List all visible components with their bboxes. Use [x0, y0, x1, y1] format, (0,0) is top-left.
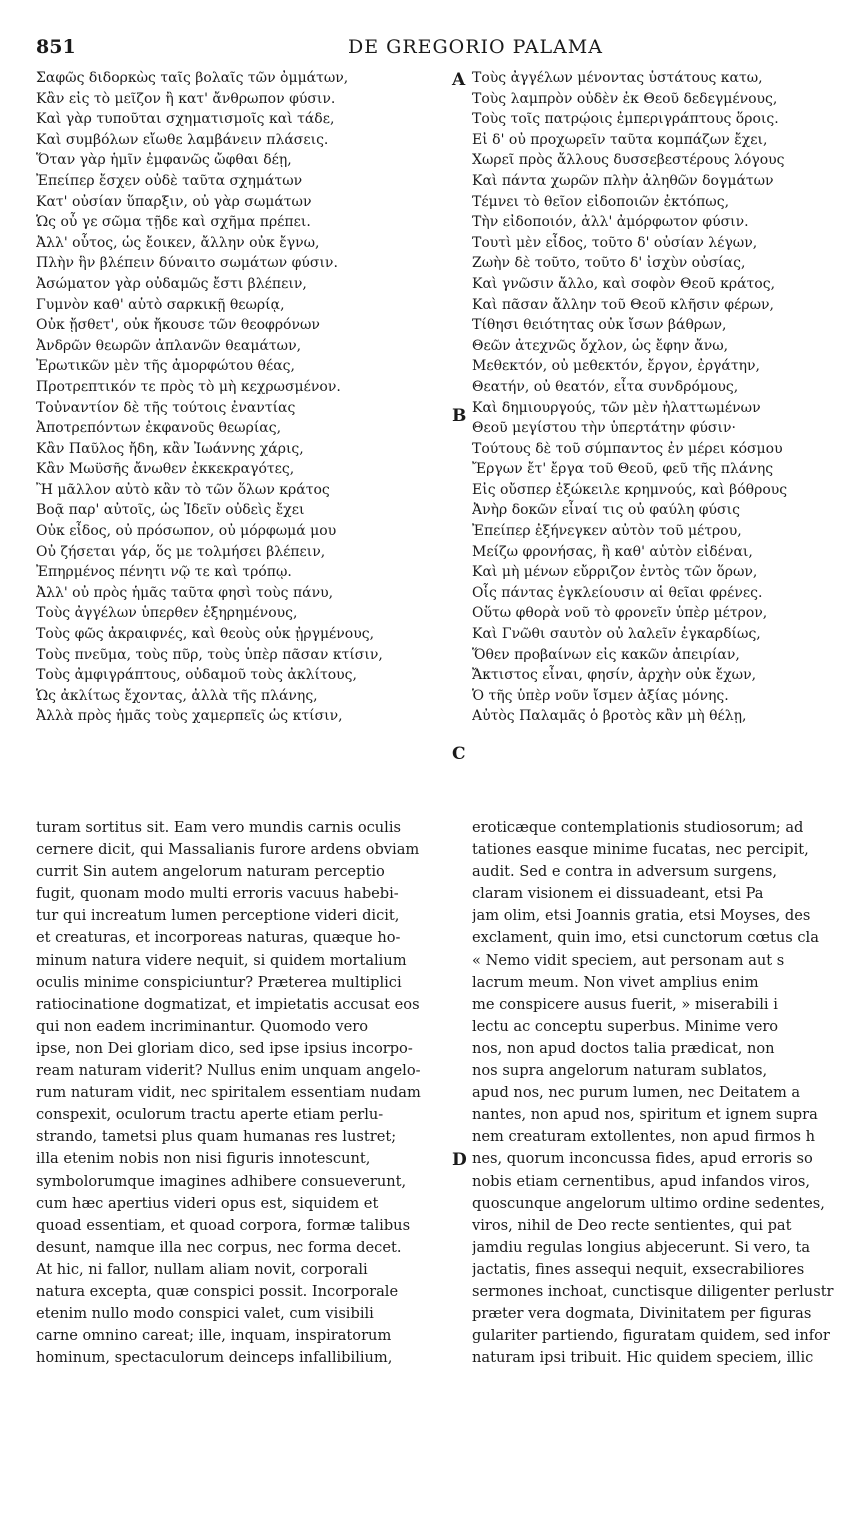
text-line: lectu ac conceptu superbus. Minime vero — [472, 1017, 779, 1035]
text-line: Ἀσώματον γὰρ οὐδαμῶς ἔστι βλέπειν, — [36, 275, 307, 292]
text-line: Οὐκ ᾔσθετ', οὐκ ἤκουσε τῶν θεοφρόνων — [36, 317, 320, 334]
text-line: Εἰς οὔσπερ ἐξώκειλε κρημνούς, καὶ βόθρους — [472, 481, 788, 498]
text-line: cum hæc apertius videri opus est, siquidem et — [36, 1194, 379, 1212]
text-line: Προτρεπτικόν τε πρὸς τὸ μὴ κεχρωσμένον. — [36, 378, 341, 395]
text-line: hominum, spectaculorum deinceps infallibilium, — [36, 1349, 393, 1367]
text-line: Μεθεκτόν, οὐ μεθεκτόν, ἔργον, ἐργάτην, — [472, 358, 760, 375]
text-line: natura excepta, quæ conspici possit. Incorporale — [36, 1282, 399, 1300]
text-line: Ὅθεν προβαίνων εἰς κακῶν ἀπειρίαν, — [472, 646, 740, 663]
text-line: præter vera dogmata, Divinitatem per figuras — [472, 1305, 812, 1323]
text-line: Βοᾷ παρ' αὐτοῖς, ὡς Ἰδεῖν οὐδεὶς ἔχει — [36, 502, 305, 519]
page-number: 851 — [36, 36, 76, 58]
text-line: symbolorumque imagines adhibere consueverunt, — [36, 1172, 407, 1190]
text-line: quoscunque angelorum ultimo ordine sedentes, — [472, 1194, 825, 1212]
text-line: Ὡς ἀκλίτως ἔχοντας, ἀλλὰ τῆς πλάνης, — [36, 687, 318, 704]
text-line: Τοὐναντίον δὲ τῆς τούτοις ἐναντίας — [36, 399, 296, 416]
text-line: Αὐτὸς Παλαμᾶς ὁ βροτὸς κἂν μὴ θέλῃ, — [472, 708, 747, 725]
text-line: Θεοῦ μεγίστου τὴν ὑπερτάτην φύσιν· — [472, 420, 736, 437]
text-line: Κἂν εἰς τὸ μεῖζον ἢ κατ' ἄνθρωπον φύσιν. — [36, 90, 336, 107]
text-line: tur qui increatum lumen perceptione videri dicit, — [36, 907, 400, 925]
text-line: Ἀλλὰ πρὸς ἡμᾶς τοὺς χαμερπεῖς ὡς κτίσιν, — [36, 708, 343, 725]
text-line: Ἐπείπερ ἐξήνεγκεν αὐτὸν τοῦ μέτρου, — [472, 523, 742, 540]
text-line: Τοὺς ἀμφιγράπτους, οὐδαμοῦ τοὺς ἀκλίτους, — [36, 667, 357, 684]
text-line: sermones inchoat, cunctisque diligenter perlustr — [472, 1282, 834, 1300]
latin-column-left — [36, 817, 446, 1507]
text-line: Πλὴν ἣν βλέπειν δύναιτο σωμάτων φύσιν. — [36, 255, 338, 272]
text-line: ratiocinatione dogmatizat, et impietatis accusat eos — [36, 995, 420, 1013]
text-line: Τοὺς ἀγγέλων μένοντας ὑστάτους κατω, — [472, 70, 763, 86]
text-line: oculis minime conspiciuntur? Præterea multiplici — [36, 973, 402, 991]
text-line: Τὴν εἰδοποιόν, ἀλλ' ἀμόρφωτον φύσιν. — [472, 214, 749, 231]
text-line: nem creaturam extollentes, non apud firmos h — [472, 1128, 816, 1146]
text-line: Καὶ δημιουργούς, τῶν μὲν ἠλαττωμένων — [472, 399, 761, 416]
text-line: turam sortitus sit. Eam vero mundis carnis oculis — [36, 819, 402, 836]
text-line: gulariter partiendo, figuratam quidem, sed infor — [472, 1327, 830, 1345]
text-line: At hic, ni fallor, nullam aliam novit, corporali — [36, 1260, 368, 1278]
text-line: nes, quorum inconcussa fides, apud erroris so — [472, 1150, 813, 1168]
latin-column-right — [472, 817, 841, 1507]
text-line: Τέμνει τὸ θεῖον εἰδοποιῶν ἐκτόπως, — [472, 193, 730, 210]
text-line: Ἀλλ' οὐ πρὸς ἡμᾶς ταῦτα φησὶ τοὺς πάνυ, — [36, 584, 334, 601]
text-line: naturam ipsi tribuit. Hic quidem speciem, illic — [472, 1349, 814, 1367]
text-line: Γυμνὸν καθ' αὑτὸ σαρκικῇ θεωρίᾳ, — [36, 296, 285, 313]
text-line: Ζωὴν δὲ τοῦτο, τοῦτο δ' ἰσχὺν οὐσίας, — [472, 255, 746, 272]
margin-marker-d: D — [452, 1150, 467, 1170]
page-header — [36, 36, 841, 62]
text-line: Τοὺς λαμπρὸν οὐδὲν ἐκ Θεοῦ δεδεγμένους, — [472, 90, 778, 107]
text-line: Καὶ γνῶσιν ἄλλο, καὶ σοφὸν Θεοῦ κράτος, — [472, 275, 776, 292]
text-line: ream naturam viderit? Nullus enim unquam angelo- — [36, 1062, 421, 1080]
text-line: Καὶ πάντα χωρῶν πλὴν ἀληθῶν δογμάτων — [472, 172, 774, 189]
text-line: nos, non apud doctos talia prædicat, non — [472, 1039, 775, 1057]
margin-marker-b: B — [452, 406, 467, 426]
margin-marker-a: A — [452, 70, 466, 90]
text-line: Ἐπείπερ ἔσχεν οὐδὲ ταῦτα σχημάτων — [36, 172, 303, 189]
text-line: tationes easque minime fucatas, nec percipit, — [472, 841, 809, 859]
text-line: qui non eadem incriminantur. Quomodo vero — [36, 1017, 369, 1035]
text-line: illa etenim nobis non nisi figuris innotescunt, — [36, 1150, 371, 1168]
text-line: Τοὺς ἀγγέλων ὑπερθεν ἐξηρημένους, — [36, 605, 298, 622]
text-line: nobis etiam cernentibus, apud infandos viros, — [472, 1172, 810, 1190]
text-line: « Nemo vidit speciem, aut personam aut s — [472, 951, 785, 969]
text-line: Ἐρωτικῶν μὲν τῆς ἀμορφώτου θέας, — [36, 358, 295, 375]
text-line: Ἐπηρμένος πένητι νῷ τε καὶ τρόπῳ. — [36, 564, 292, 581]
text-line: Τούτους δὲ τοῦ σύμπαντος ἐν μέρει κόσμου — [472, 440, 783, 457]
text-line: me conspicere ausus fuerit, » miserabili i — [472, 995, 778, 1013]
text-line: Κατ' οὐσίαν ὕπαρξιν, οὐ γὰρ σωμάτων — [36, 193, 312, 210]
greek-column-right — [472, 68, 841, 798]
text-line: Ὁ τῆς ὑπὲρ νοῦν ἴσμεν ἀξίας μόνης. — [472, 687, 729, 704]
text-line: Οἷς πάντας ἐγκλείουσιν αἱ θεῖαι φρένες. — [472, 584, 763, 601]
text-line: audit. Sed e contra in adversum surgens, — [472, 863, 778, 881]
text-line: Ἀνδρῶν θεωρῶν ἀπλανῶν θεαμάτων, — [36, 337, 302, 354]
text-line: Μείζω φρονήσας, ἢ καθ' αὑτὸν εἰδέναι, — [472, 543, 753, 560]
text-line: jactatis, fines assequi nequit, exsecrabiliores — [472, 1260, 805, 1278]
text-line: Ὅταν γὰρ ἡμῖν ἐμφανῶς ὤφθαι δέῃ, — [36, 152, 292, 169]
text-line: Ἀλλ' οὗτος, ὡς ἔοικεν, ἄλλην οὐκ ἔγνω, — [36, 234, 320, 251]
text-line: Καὶ συμβόλων εἴωθε λαμβάνειν πλάσεις. — [36, 131, 329, 148]
text-line: claram visionem ei dissuadeant, etsi Pa — [472, 885, 764, 903]
text-line: Ἀποτρεπόντων ἐκφανοῦς θεωρίας, — [36, 420, 282, 437]
text-line: Κἂν Μωϋσῆς ἄνωθεν ἐκκεκραγότες, — [36, 461, 295, 478]
text-line: minum natura videre nequit, si quidem mortalium — [36, 951, 407, 969]
text-line: nos supra angelorum naturam sublatos, — [472, 1062, 768, 1080]
text-line: Ἢ μᾶλλον αὐτὸ κἂν τὸ τῶν ὅλων κράτος — [36, 481, 330, 498]
text-line: rum naturam vidit, nec spiritalem essentiam nudam — [36, 1084, 421, 1102]
text-line: Ἀνὴρ δοκῶν εἶναί τις οὐ φαύλη φύσις — [472, 502, 740, 519]
text-line: Κἂν Παῦλος ἤδη, κἂν Ἰωάννης χάρις, — [36, 440, 304, 457]
text-line: Εἰ δ' οὐ προχωρεῖν ταῦτα κομπάζων ἔχει, — [472, 131, 768, 148]
text-line: Τοὺς πνεῦμα, τοὺς πῦρ, τοὺς ὑπὲρ πᾶσαν κτίσιν, — [36, 646, 383, 663]
text-line: conspexit, oculorum tractu aperte etiam perlu- — [36, 1106, 384, 1124]
text-line: Καὶ μὴ μένων εὔρριζον ἐντὸς τῶν ὅρων, — [472, 564, 758, 581]
text-line: strando, tametsi plus quam humanas res lustret; — [36, 1128, 397, 1146]
text-line: Οὐκ εἶδος, οὐ πρόσωπον, οὐ μόρφωμά μου — [36, 523, 337, 540]
text-line: nantes, non apud nos, spiritum et ignem supra — [472, 1106, 818, 1124]
text-line: Τοὺς φῶς ἀκραιφνές, καὶ θεοὺς οὐκ ᾐργμένους, — [36, 626, 375, 643]
greek-column-left — [36, 68, 434, 798]
text-line: eroticæque contemplationis studiosorum; ad — [472, 819, 804, 836]
text-line: Χωρεῖ πρὸς ἄλλους δυσσεβεστέρους λόγους — [472, 152, 785, 169]
text-line: Καὶ γὰρ τυποῦται σχηματισμοῖς καὶ τάδε, — [36, 111, 335, 128]
text-line: Καὶ Γνῶθι σαυτὸν οὐ λαλεῖν ἐγκαρδίως, — [472, 626, 761, 643]
text-line: Τουτὶ μὲν εἶδος, τοῦτο δ' οὐσίαν λέγων, — [472, 234, 758, 251]
text-line: carne omnino careat; ille, inquam, inspiratorum — [36, 1327, 392, 1345]
text-line: apud nos, nec purum lumen, nec Deitatem a — [472, 1084, 801, 1102]
text-line: currit Sin autem angelorum naturam perceptio — [36, 863, 385, 881]
text-line: Ὡς οὖ γε σῶμα τῇδε καὶ σχῆμα πρέπει. — [36, 214, 311, 231]
text-line: Τοὺς τοῖς πατρῴοις ἐμπεριγράπτους ὅροις. — [472, 111, 779, 128]
text-line: jamdiu regulas longius abjecerunt. Si vero, ta — [472, 1238, 811, 1256]
text-line: exclament, quin imo, etsi cunctorum cœtus cla — [472, 929, 819, 947]
running-title: DE GREGORIO PALAMA — [348, 36, 603, 58]
text-line: Ἔργων ἔτ' ἔργα τοῦ Θεοῦ, φεῦ τῆς πλάνης — [472, 461, 774, 478]
text-line: ipse, non Dei gloriam dico, sed ipse ipsius incorpo- — [36, 1039, 413, 1057]
text-line: lacrum meum. Non vivet amplius enim — [472, 973, 759, 991]
text-line: Ἄκτιστος εἶναι, φησίν, ἀρχὴν οὐκ ἔχων, — [472, 667, 757, 684]
text-line: Θεατήν, οὐ θεατόν, εἶτα συνδρόμους, — [472, 378, 739, 395]
text-line: fugit, quonam modo multi erroris vacuus habebi- — [36, 885, 399, 903]
text-line: Τίθησι θειότητας οὐκ ἴσων βάθρων, — [472, 317, 727, 334]
text-line: quoad essentiam, et quoad corpora, formæ talibus — [36, 1216, 411, 1234]
text-line: Καὶ πᾶσαν ἄλλην τοῦ Θεοῦ κλῆσιν φέρων, — [472, 296, 774, 313]
text-line: Οὕτω φθορὰ νοῦ τὸ φρονεῖν ὑπὲρ μέτρον, — [472, 605, 768, 622]
text-line: et creaturas, et incorporeas naturas, quæque ho- — [36, 929, 401, 947]
margin-marker-c: C — [452, 744, 466, 764]
text-line: etenim nullo modo conspici valet, cum visibili — [36, 1305, 374, 1323]
text-line: viros, nihil de Deo recte sentientes, qui pat — [472, 1216, 792, 1234]
text-line: Θεῶν ἀτεχνῶς ὄχλον, ὡς ἔφην ἄνω, — [472, 337, 729, 354]
text-line: desunt, namque illa nec corpus, nec forma decet. — [36, 1238, 402, 1256]
text-line: cernere dicit, qui Massalianis furore ardens obviam — [36, 841, 420, 859]
text-line: Οὐ ζήσεται γάρ, ὅς με τολμήσει βλέπειν, — [36, 543, 326, 560]
text-line: Σαφῶς διδορκὼς ταῖς βολαῖς τῶν ὀμμάτων, — [36, 70, 349, 86]
text-line: jam olim, etsi Joannis gratia, etsi Moyses, des — [472, 907, 811, 925]
